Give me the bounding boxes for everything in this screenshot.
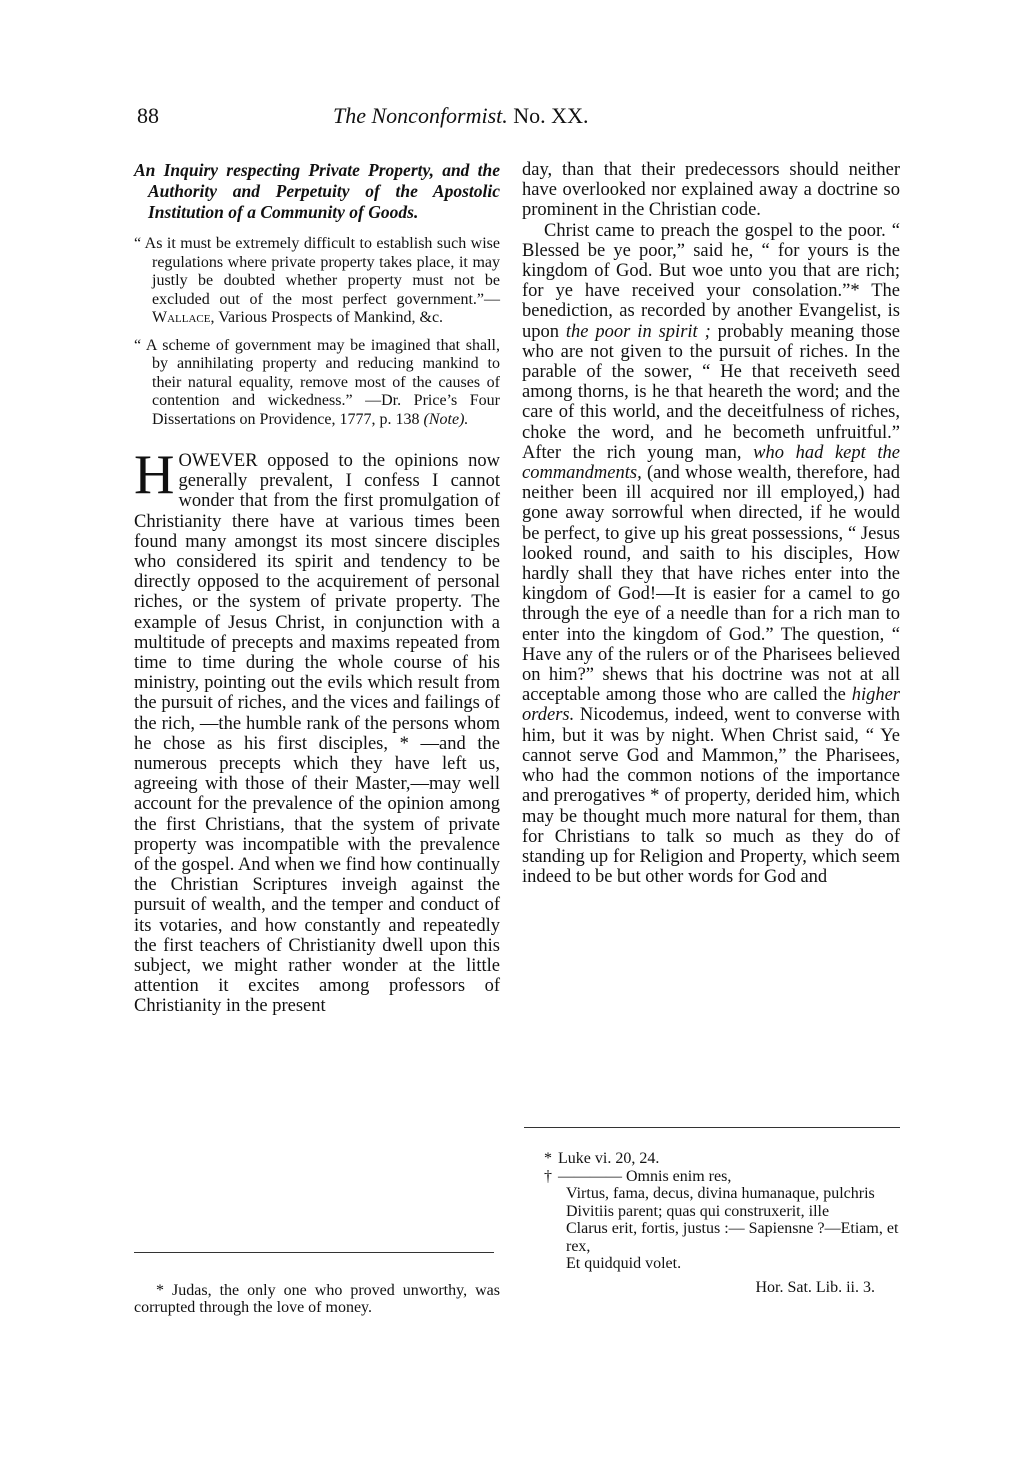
epigraph-author: Wallace bbox=[152, 309, 211, 326]
verse-line: ———— Omnis enim res, bbox=[558, 1167, 732, 1185]
epigraph-note: (Note). bbox=[423, 410, 469, 428]
emphasis-text: the poor in spirit ; bbox=[565, 321, 711, 342]
footnote-luke bbox=[544, 1150, 903, 1168]
epigraph-text: “ As it must be extremely difficult to establish such wise regulations where private property takes place, it may justly be doubted whether property must not be excluded out of the most perfect government.”— bbox=[134, 235, 500, 308]
footnote-mark: * bbox=[544, 1150, 552, 1167]
footnote-rule-right bbox=[524, 1127, 900, 1128]
footnotes-right bbox=[544, 1150, 903, 1296]
right-column bbox=[522, 160, 900, 887]
paragraph-text: OWEVER opposed to the opinions now generally prevalent, I confess I cannot wonder that from the first promulgation of Christianity there have at various times been found many amongst its most sincere disciples who considered its spirit and tendency to be directly opposed to the acquirement of personal riches, or the system of private property. The example of Jesus Christ, in conjunction with a multitude of precepts and maxims repeated from time to time during the whole course of his ministry, pointing out the evils which result from the pursuit of riches, and the vices and failings of the rich, —the humble rank of the persons whom he chose as his first disciples, * —and the numerous precepts which they have left us, agreeing with those of their Master,—may well account for the prevalence of the opinion among the first Christians, that the system of private property was incompatible with the prevalence of the gospel. And when we find how continually the Christian Scriptures inveigh against the pursuit of wealth, and the temper and conduct of its votaries, and how constantly and repeatedly the first teachers of Christianity dwell upon this subject, we might rather wonder at the little attention it excites among professors of Christianity in the present bbox=[134, 451, 500, 1017]
footnote-rule-left bbox=[134, 1252, 494, 1253]
issue-number: No. XX. bbox=[513, 103, 589, 128]
epigraph-text: “ A scheme of government may be imagined that shall, by annihilating property and reducing mankind to their natural equality, remove most of the causes of contention and wickedness.” —Dr. Price’s Four Dissertations on Providence, 1777, p. 138 bbox=[134, 336, 500, 428]
footnote-left bbox=[134, 1282, 500, 1316]
paragraph-continuation: day, than that their predecessors should neither have overlooked nor explained away a doctrine so prominent in the Christian code. bbox=[522, 160, 900, 221]
drop-cap: H bbox=[134, 444, 175, 506]
footnote-horace-line bbox=[544, 1167, 903, 1186]
footnote-judas: * Judas, the only one who proved unworthy, was corrupted through the love of money. bbox=[134, 1282, 500, 1316]
paragraph-text: probably meaning those who are not given to the pursuit of riches. In the parable of the sower, “ He that receiveth seed among thorns, is he that heareth the word; and the care of this world, and the deceitfulness of riches, choke the word, and he becometh unfruitful.” After the rich young man, bbox=[522, 321, 901, 463]
footnote-mark: † bbox=[544, 1167, 552, 1185]
opening-paragraph bbox=[134, 444, 500, 1017]
running-title: The Nonconformist. bbox=[333, 103, 508, 128]
emphasis-text: who had kept the commandments, bbox=[522, 442, 900, 484]
epigraph-source: , Various Prospects of Mankind, &c. bbox=[210, 309, 444, 326]
footnote-horace-line: Clarus erit, fortis, justus :— Sapiensne ?—Etiam, et rex, bbox=[566, 1220, 899, 1255]
article-title: An Inquiry respecting Private Property, and the Authority and Perpetuity of the Apostolic Institution of a Community of Goods. bbox=[134, 160, 500, 222]
emphasis-text: higher orders. bbox=[522, 685, 900, 726]
paragraph-text: (and whose wealth, therefore, had neither been ill acquired nor ill employed,) had gone away sorrowful when directed, if he would be perfect, to give up his great possessions, “ Jesus looked round, and saith to his disciples, How hardly shall they that have riches enter into the kingdom of God!—It is easier for a camel to go through the eye of a needle than for a rich man to enter into the kingdom of God.” The question, “ Have any of the rulers or of the Pharisees believed on him?” shews that his doctrine was not at all acceptable among those who are called the bbox=[522, 463, 900, 706]
left-column bbox=[134, 160, 500, 1017]
page-number: 88 bbox=[137, 103, 159, 128]
epigraph-price bbox=[134, 337, 500, 430]
footnote-horace-line: Et quidquid volet. bbox=[566, 1255, 682, 1272]
footnote-horace-line: Divitiis parent; quas qui construxerit, ille bbox=[566, 1202, 830, 1220]
paragraph-text: Christ came to preach the gospel to the poor. “ Blessed be ye poor,” said he, “ for yours is the kingdom of God. But woe unto you that are rich; for ye have received your consolation.”* The benediction, as recorded by another Evangelist, is upon bbox=[522, 220, 900, 342]
footnote-text: Luke vi. 20, 24. bbox=[558, 1150, 660, 1167]
epigraph-wallace bbox=[134, 235, 500, 328]
footnote-citation: Hor. Sat. Lib. ii. 3. bbox=[755, 1278, 875, 1296]
footnote-horace-line: Virtus, fama, decus, divina humanaque, pulchris bbox=[566, 1185, 875, 1202]
running-head bbox=[333, 103, 588, 129]
paragraph-text: Nicodemus, indeed, went to converse with him, but it was by night. When Christ said, “ Ye cannot serve God and Mammon,” the Pharisees, who had the common notions of the importance and prerogatives * of property, derided him, which may be thought much more natural for them, than for Christians to talk so much as they do of standing up for Religion and Property, which seem indeed to be but other words for God and bbox=[522, 705, 900, 888]
second-paragraph bbox=[522, 221, 900, 888]
